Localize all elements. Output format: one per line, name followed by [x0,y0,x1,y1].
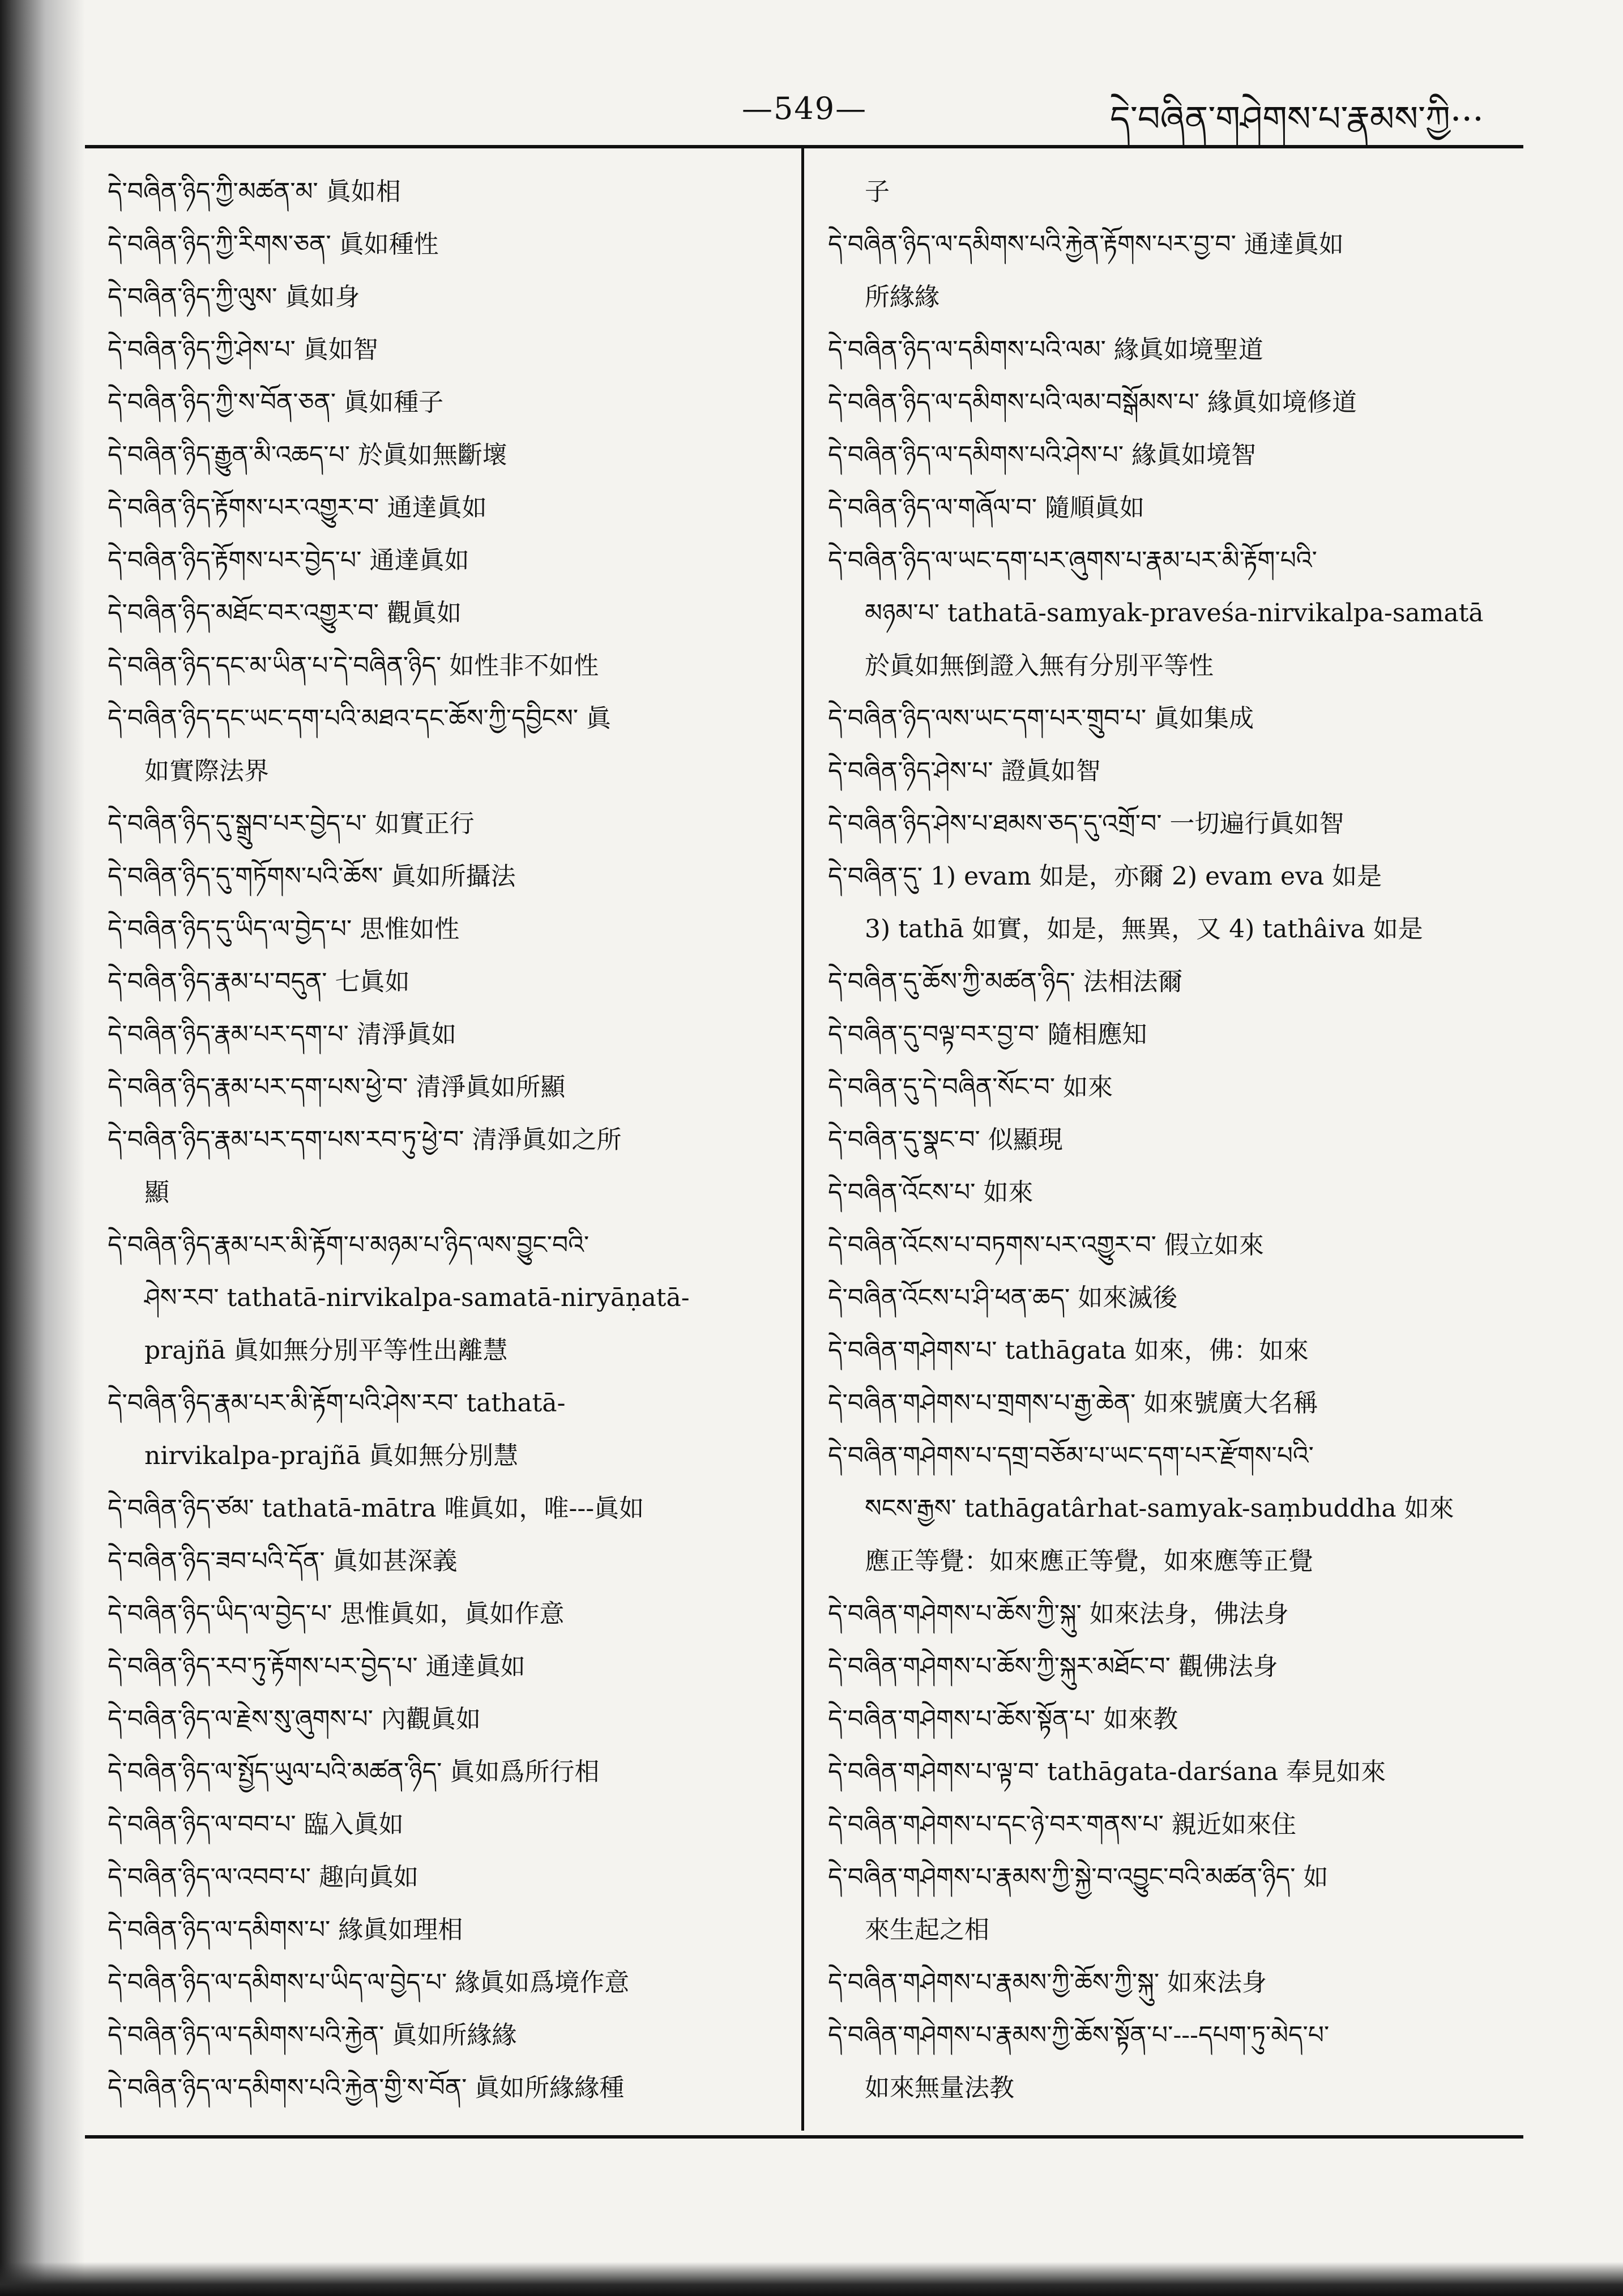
entry-line: དེ་བཞིན་ཉིད་རྣམ་པར་མི་རྟོག་པ་མཉམ་པ་ཉིད་ལས་བྱུང་བའི་ [108,1231,590,1260]
entry-line: དེ་བཞིན་ཉིད་ཀྱི་ཤེས་པ་ 眞如智 [108,335,378,364]
entry-continuation: 於眞如無倒證入無有分別平等性 [865,651,1214,680]
entry-line: དེ་བཞིན་འོངས་པ་བཏགས་པར་འགྱུར་བ་ 假立如來 [828,1231,1264,1260]
entry-line: དེ་བཞིན་ཉིད་ལས་ཡང་དག་པར་གྲུབ་པ་ 眞如集成 [828,704,1254,733]
running-head: དེ་བཞིན་གཤེགས་པ་རྣམས་ཀྱི··· [1110,98,1484,139]
top-rule [85,145,1523,148]
entry-line: དེ་བཞིན་ཉིད་ཟབ་པའི་དོན་ 眞如甚深義 [108,1547,458,1576]
entry-line: དེ་བཞིན་དུ་སྣང་བ་ 似顯現 [828,1125,1063,1154]
entry-line: དེ་བཞིན་ཉིད་རྣམ་པར་དག་པ་ 清淨眞如 [108,1020,456,1049]
entry-line: དེ་བཞིན་ཉིད་ལ་གཞོལ་བ་ 隨順眞如 [828,493,1145,522]
entry-line: དེ་བཞིན་ཉིད་རྣམ་པར་དག་པས་ཕྱེ་བ་ 清淨眞如所顯 [108,1073,566,1102]
entry-line: དེ་བཞིན་ཉིད་ཀྱི་ལུས་ 眞如身 [108,283,360,311]
entry-line: དེ་བཞིན་ཉིད་དང་མ་ཡིན་པ་དེ་བཞིན་ཉིད་ 如性非不如性 [108,651,599,680]
entry-line: དེ་བཞིན་གཤེགས་པ་དགྲ་བཅོམ་པ་ཡང་དག་པར་རྫོགས་པའི་ [828,1441,1314,1470]
entry-line: དེ་བཞིན་གཤེགས་པ་གྲགས་པ་རྒྱ་ཆེན་ 如來號廣大名稱 [828,1389,1318,1418]
entry-line: དེ་བཞིན་དུ་ཆོས་ཀྱི་མཚན་ཉིད་ 法相法爾 [828,967,1183,996]
entry-line: དེ་བཞིན་ཉིད་ལ་དམིགས་པའི་ལམ་ 緣眞如境聖道 [828,335,1263,364]
entry-continuation: prajñā 眞如無分別平等性出離慧 [144,1336,508,1365]
column-divider [801,148,804,2131]
entry-line: དེ་བཞིན་ཉིད་རྒྱུན་མི་འཆད་པ་ 於眞如無斷壞 [108,441,507,470]
entry-continuation: མཉམ་པ་ tathatā-samyak-praveśa-nirvikalpa-samatā [865,599,1484,628]
left-column [108,165,781,2114]
entry-line: དེ་བཞིན་ཉིད་ལ་དམིགས་པ་ 緣眞如理相 [108,1915,463,1944]
entry-line: དེ་བཞིན་ཉིད་རྣམ་པར་དག་པས་རབ་ཏུ་ཕྱེ་བ་ 清淨眞如之所 [108,1125,622,1154]
entry-continuation: 來生起之相 [865,1915,989,1944]
entry-line: དེ་བཞིན་ཉིད་རྟོགས་པར་བྱེད་པ་ 通達眞如 [108,546,469,575]
entry-continuation: 所緣緣 [865,283,939,311]
entry-line: དེ་བཞིན་ཉིད་དུ་སྒྲུབ་པར་བྱེད་པ་ 如實正行 [108,809,475,838]
entry-line: དེ་བཞིན་ཉིད་རབ་ཏུ་རྟོགས་པར་བྱེད་པ་ 通達眞如 [108,1652,526,1681]
entry-line: དེ་བཞིན་ཉིད་ཙམ་ tathatā-mātra 唯眞如，唯---眞如 [108,1494,644,1523]
entry-continuation: 子 [865,177,890,206]
entry-line: དེ་བཞིན་གཤེགས་པ་དང་ཉེ་བར་གནས་པ་ 親近如來住 [828,1810,1296,1839]
entry-line: དེ་བཞིན་ཉིད་ལ་དམིགས་པའི་རྐྱེན་རྟོགས་པར་བྱ་བ་ 通達眞如 [828,230,1344,259]
page-number: —549— [742,91,868,126]
entry-continuation: སངས་རྒྱས་ tathāgatârhat-samyak-saṃbuddha 如來 [865,1494,1454,1523]
right-column [828,165,1507,2114]
entry-line: དེ་བཞིན་ཉིད་ལ་དམིགས་པའི་ཤེས་པ་ 緣眞如境智 [828,441,1257,470]
entry-continuation: 顯 [144,1178,169,1207]
entry-line: དེ་བཞིན་ཉིད་ཀྱི་རིགས་ཅན་ 眞如種性 [108,230,439,259]
entry-continuation: ཤེས་རབ་ tathatā-nirvikalpa-samatā-niryāṇatā- [144,1283,690,1312]
entry-line: དེ་བཞིན་ཉིད་རྟོགས་པར་འགྱུར་བ་ 通達眞如 [108,493,487,522]
entry-line: དེ་བཞིན་གཤེགས་པ་རྣམས་ཀྱི་སྐྱེ་བ་འབྱུང་བའི་མཚན་ཉིད་ 如 [828,1863,1329,1892]
entry-continuation: 如來無量法教 [865,2073,1014,2102]
bottom-rule [85,2135,1523,2139]
entry-line: དེ་བཞིན་དུ་དེ་བཞིན་སོང་བ་ 如來 [828,1073,1113,1102]
entry-line: དེ་བཞིན་ཉིད་དུ་གཏོགས་པའི་ཆོས་ 眞如所攝法 [108,862,516,891]
entry-line: དེ་བཞིན་གཤེགས་པ་ཆོས་ཀྱི་སྐུར་མཐོང་བ་ 觀佛法身 [828,1652,1278,1681]
entry-line: དེ་བཞིན་ཉིད་ལ་ཡང་དག་པར་ཞུགས་པ་རྣམ་པར་མི་རྟོག་པའི་ [828,546,1317,575]
entry-line: དེ་བཞིན་དུ་བལྟ་བར་བྱ་བ་ 隨相應知 [828,1020,1147,1049]
entry-line: དེ་བཞིན་ཉིད་ལ་བབ་པ་ 臨入眞如 [108,1810,404,1839]
entry-line: དེ་བཞིན་ཉིད་ལ་དམིགས་པའི་རྐྱེན་གྱི་ས་བོན་ 眞如所緣緣種 [108,2073,625,2102]
entry-line: དེ་བཞིན་གཤེགས་པ་ tathāgata 如來，佛：如來 [828,1336,1309,1365]
entry-line: དེ་བཞིན་འོངས་པ་ཤི་ཕན་ཆད་ 如來滅後 [828,1283,1178,1312]
scan-edge-shadow [0,0,85,2296]
entry-line: དེ་བཞིན་ཉིད་ལ་དམིགས་པ་ཡིད་ལ་བྱེད་པ་ 緣眞如爲境作意 [108,1968,630,1997]
entry-line: དེ་བཞིན་ཉིད་རྣམ་པར་མི་རྟོག་པའི་ཤེས་རབ་ tathatā- [108,1389,566,1418]
entry-line: དེ་བཞིན་གཤེགས་པ་རྣམས་ཀྱི་ཆོས་སྟོན་པ་---དཔག་ཏུ་མེད་པ་ [828,2021,1330,2050]
entry-line: དེ་བཞིན་ཉིད་ཡིད་ལ་བྱེད་པ་ 思惟眞如，眞如作意 [108,1599,565,1628]
entry-line: དེ་བཞིན་ཉིད་ཤེས་པ་ 證眞如智 [828,757,1101,786]
entry-line: དེ་བཞིན་ཉིད་ཤེས་པ་ཐམས་ཅད་དུ་འགྲོ་བ་ 一切遍行眞如智 [828,809,1344,838]
entry-line: དེ་བཞིན་ཉིད་ཀྱི་ས་བོན་ཅན་ 眞如種子 [108,388,444,417]
entry-continuation: 如實際法界 [144,757,269,786]
entry-line: དེ་བཞིན་ཉིད་ཀྱི་མཚན་མ་ 眞如相 [108,177,401,206]
entry-continuation: nirvikalpa-prajñā 眞如無分別慧 [144,1441,519,1470]
entry-continuation: 應正等覺：如來應正等覺，如來應等正覺 [865,1547,1313,1576]
entry-line: དེ་བཞིན་གཤེགས་པ་ཆོས་སྟོན་པ་ 如來教 [828,1705,1178,1734]
entry-line: དེ་བཞིན་ཉིད་ལ་དམིགས་པའི་རྐྱེན་ 眞如所緣緣 [108,2021,517,2050]
entry-continuation: 3) tathā 如實，如是，無異，又 4) tathâiva 如是 [865,915,1423,944]
entry-line: དེ་བཞིན་ཉིད་དང་ཡང་དག་པའི་མཐའ་དང་ཆོས་ཀྱི་དབྱིངས་ 眞 [108,704,612,733]
entry-line: དེ་བཞིན་ཉིད་དུ་ཡིད་ལ་བྱེད་པ་ 思惟如性 [108,915,460,944]
entry-line: དེ་བཞིན་ཉིད་ལ་སྤྱོད་ཡུལ་པའི་མཚན་ཉིད་ 眞如爲所行相 [108,1757,600,1786]
entry-line: དེ་བཞིན་གཤེགས་པ་ལྟ་བ་ tathāgata-darśana 奉見如來 [828,1757,1386,1786]
entry-line: དེ་བཞིན་གཤེགས་པ་ཆོས་ཀྱི་སྐུ་ 如來法身，佛法身 [828,1599,1289,1628]
entry-line: དེ་བཞིན་ཉིད་ལ་དམིགས་པའི་ལམ་བསྒོམས་པ་ 緣眞如境修道 [828,388,1357,417]
entry-line: དེ་བཞིན་འོངས་པ་ 如來 [828,1178,1033,1207]
entry-line: དེ་བཞིན་གཤེགས་པ་རྣམས་ཀྱི་ཆོས་ཀྱི་སྐུ་ 如來法身 [828,1968,1267,1997]
entry-line: དེ་བཞིན་ཉིད་རྣམ་པ་བདུན་ 七眞如 [108,967,410,996]
scan-bottom-shadow [0,2262,1623,2296]
entry-line: དེ་བཞིན་ཉིད་ལ་རྗེས་སུ་ཞུགས་པ་ 內觀眞如 [108,1705,481,1734]
entry-line: དེ་བཞིན་ཉིད་ལ་འབབ་པ་ 趣向眞如 [108,1863,419,1892]
entry-line: དེ་བཞིན་དུ་ 1) evam 如是，亦爾 2) evam eva 如是 [828,862,1382,891]
entry-line: དེ་བཞིན་ཉིད་མཐོང་བར་འགྱུར་བ་ 觀眞如 [108,599,462,628]
